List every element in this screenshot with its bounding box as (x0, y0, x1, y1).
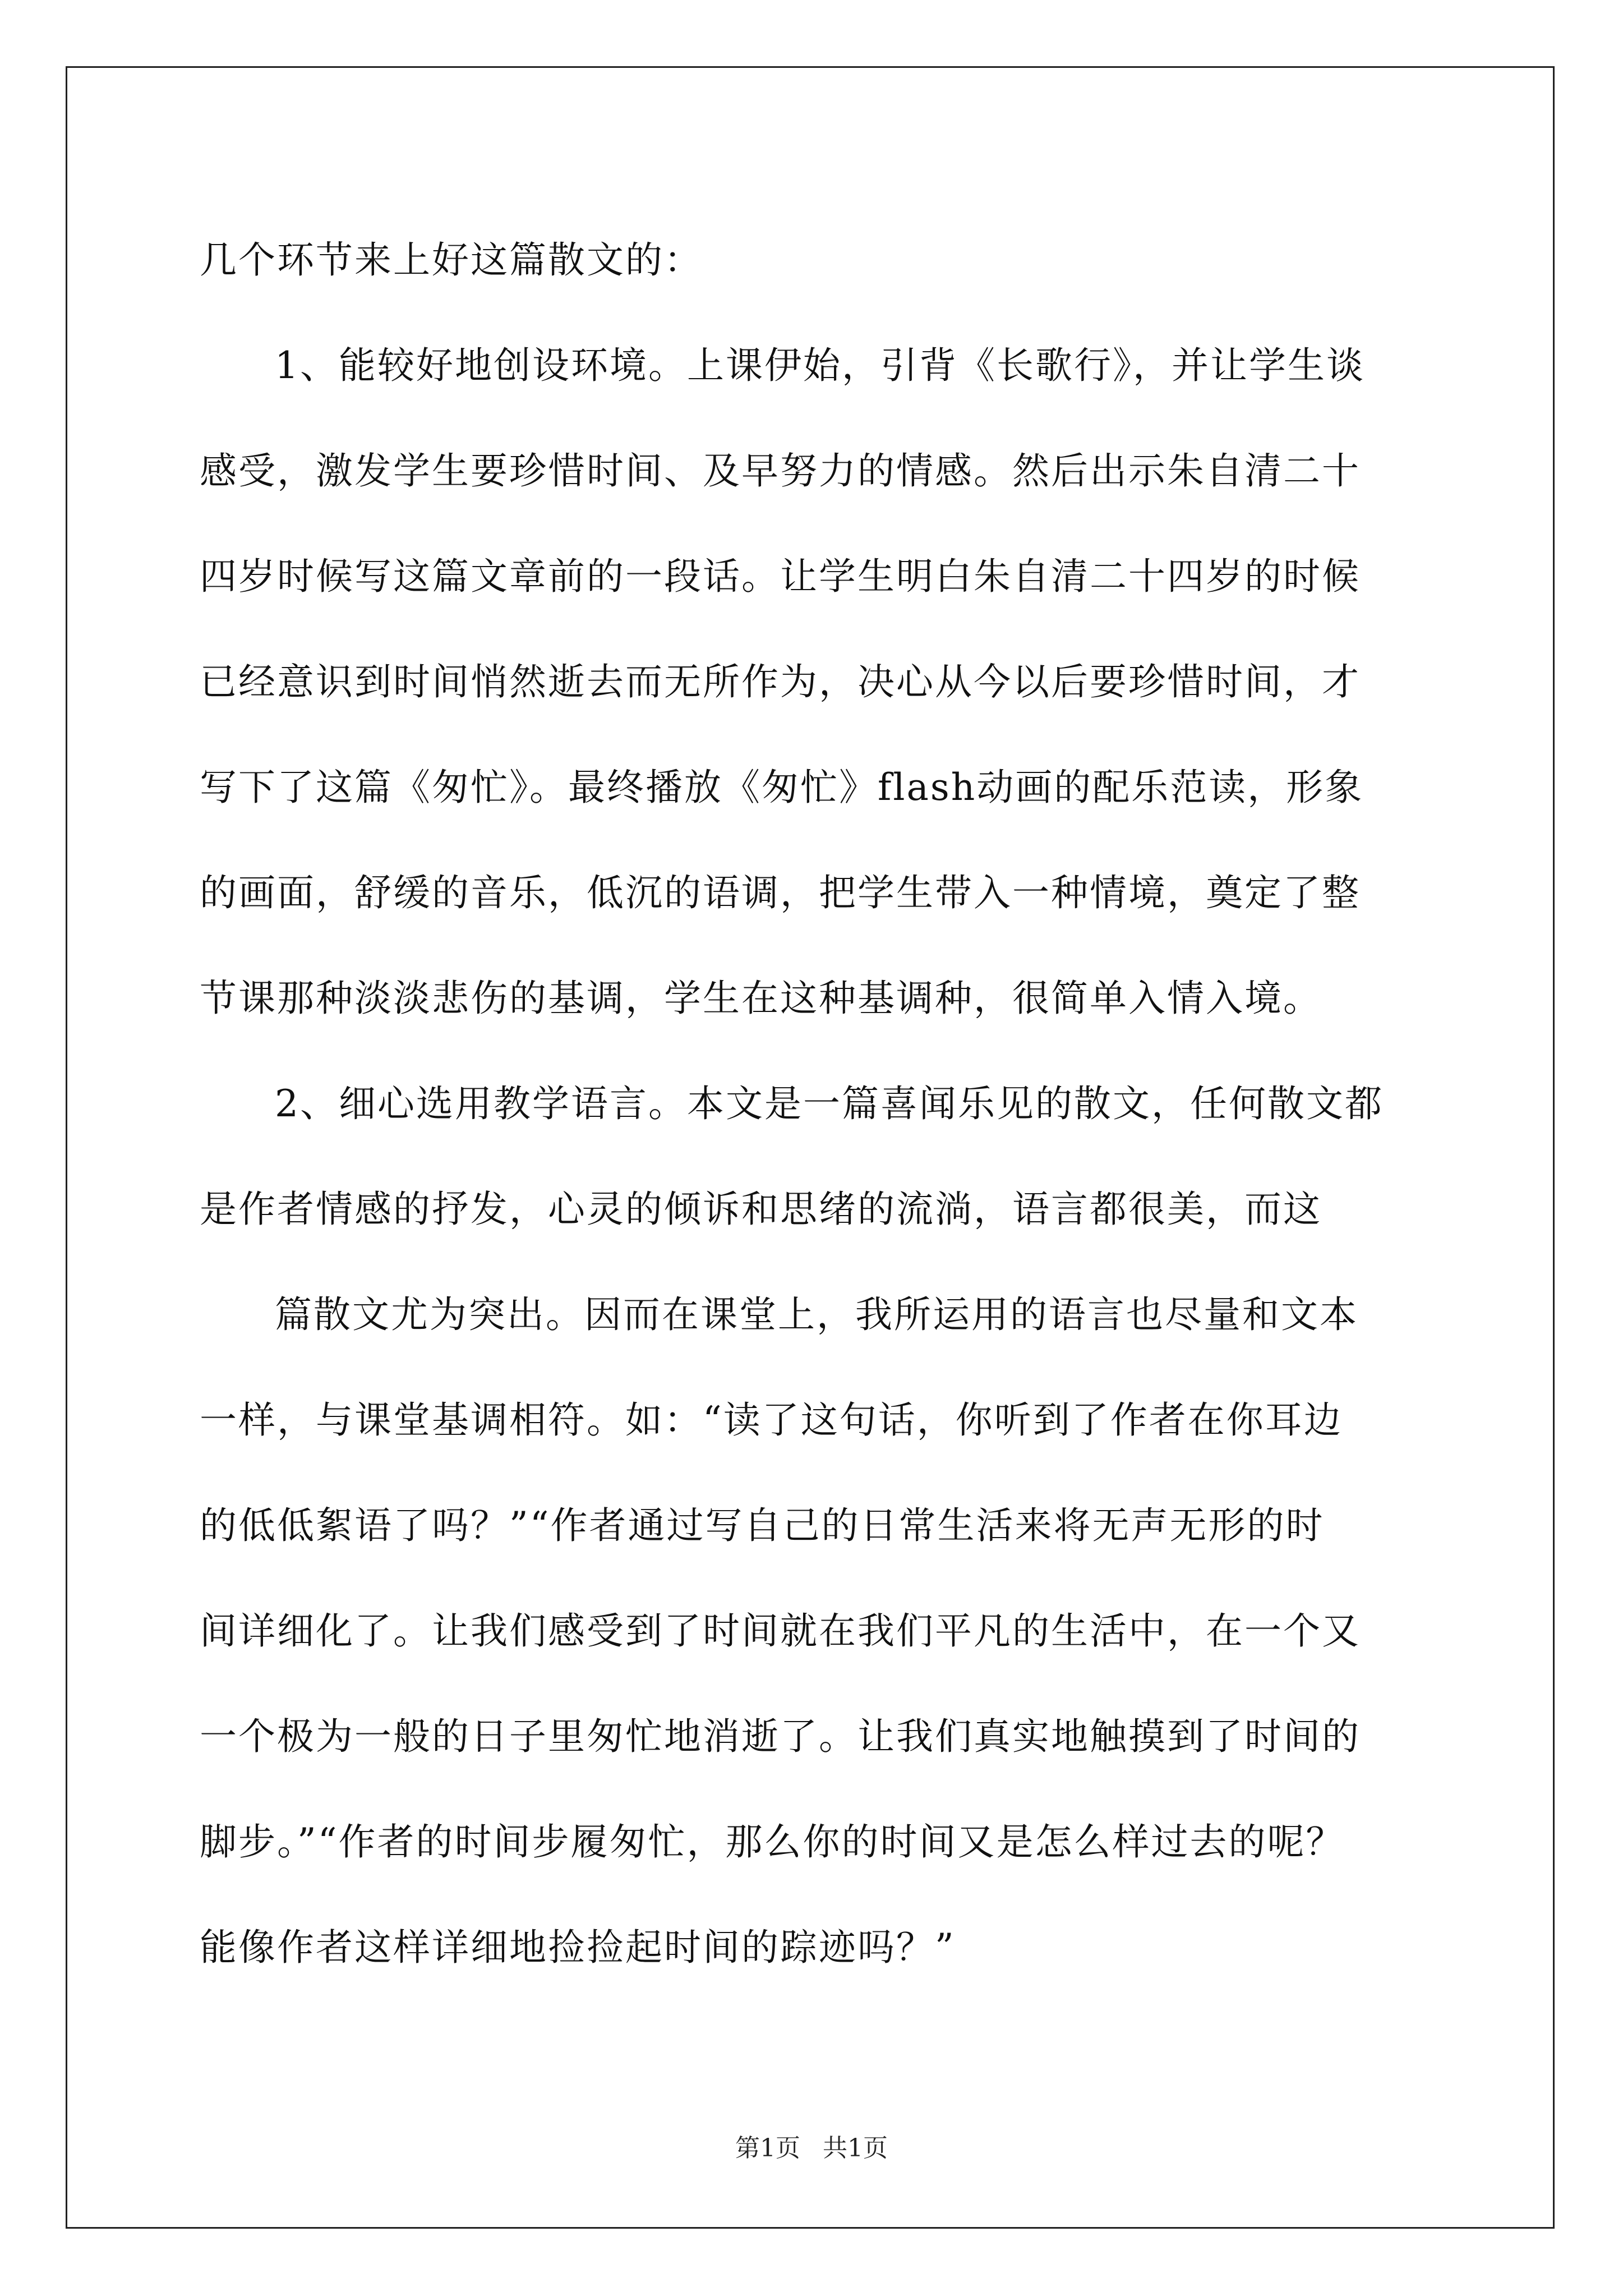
text-line: 是作者情感的抒发，心灵的倾诉和思绪的流淌，语言都很美，而这 (200, 1188, 1322, 1231)
text-line: 的画面，舒缓的音乐，低沉的语调，把学生带入一种情境，奠定了整 (200, 871, 1361, 914)
page-footer (0, 2132, 1623, 2165)
text-line: 2、细心选用教学语言。本文是一篇喜闻乐见的散文，任何散文都 (275, 1082, 1384, 1125)
page-total: 共1页 (823, 2134, 888, 2162)
text-line: 已经意识到时间悄然逝去而无所作为，决心从今以后要珍惜时间，才 (200, 660, 1361, 703)
document-body (200, 208, 1417, 2000)
text-line: 感受，激发学生要珍惜时间、及早努力的情感。然后出示朱自清二十 (200, 449, 1361, 493)
text-line: 一个极为一般的日子里匆忙地消逝了。让我们真实地触摸到了时间的 (200, 1715, 1361, 1758)
text-line: 四岁时候写这篇文章前的一段话。让学生明白朱自清二十四岁的时候 (200, 555, 1361, 598)
text-line: 几个环节来上好这篇散文的： (200, 238, 703, 282)
text-line: 间详细化了。让我们感受到了时间就在我们平凡的生活中，在一个又 (200, 1609, 1361, 1653)
text-line: 一样，与课堂基调相符。如：“读了这句话，你听到了作者在你耳边 (200, 1398, 1343, 1442)
text-line: 脚步。”“作者的时间步履匆忙，那么你的时间又是怎么样过去的呢？ (200, 1820, 1345, 1864)
text-line: 能像作者这样详细地捡捡起时间的踪迹吗？” (200, 1926, 956, 1969)
text-line: 篇散文尤为突出。因而在课堂上，我所运用的语言也尽量和文本 (275, 1293, 1358, 1336)
text-line: 1、能较好地创设环境。上课伊始，引背《长歌行》，并让学生谈 (275, 344, 1365, 387)
text-line: 写下了这篇《匆忙》。最终播放《匆忙》flash动画的配乐范读，形象 (200, 766, 1364, 809)
text-line: 的低低絮语了吗？”“作者通过写自己的日常生活来将无声无形的时 (200, 1504, 1325, 1547)
page-number: 第1页 (735, 2134, 800, 2162)
text-line: 节课那种淡淡悲伤的基调，学生在这种基调种，很简单入情入境。 (200, 977, 1322, 1020)
